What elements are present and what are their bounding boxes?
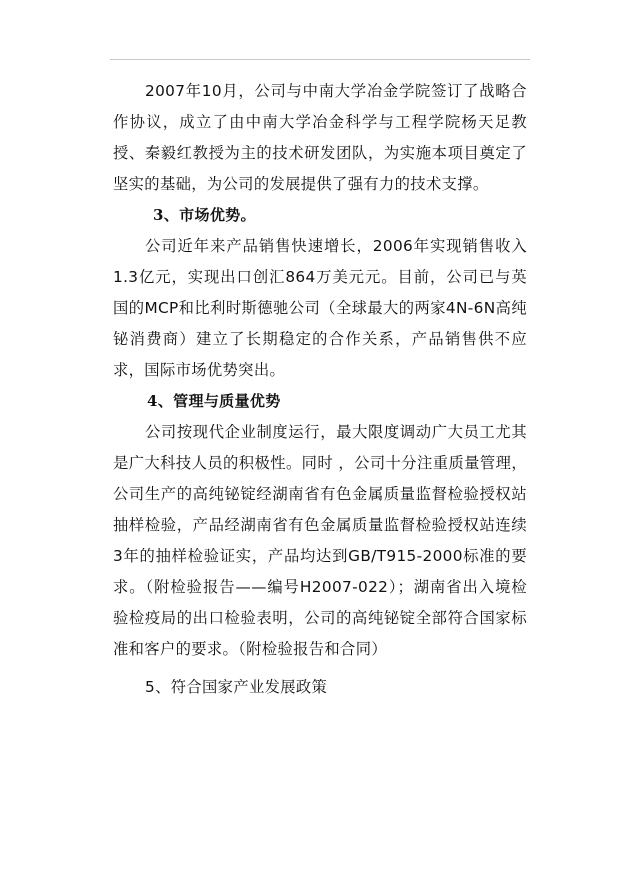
paragraph-market: 公司近年来产品销售快速增长，2006年实现销售收入1.3亿元，实现出口创汇864万美元元。目前，公司已与英国的MCP和比利时斯德驰公司（全球最大的两家4N-6N高纯铋消费商）建立了长期稳定的合作关系，产品销售供不应求，国际市场优势突出。 [113, 237, 527, 379]
paragraph-management: 公司按现代企业制度运行，最大限度调动广大员工尤其是广大科技人员的积极性。同时 ，公司十分注重质量管理，公司生产的高纯铋锭经湖南省有色金属质量监督检验授权站抽样检验，产品经湖南省有色金属质量监督检验授权站连续3年的抽样检验证实，产品均达到GB/T915-2000标准的要求。（附检验报告——编号H2007-022）；湖南省出入境检验检疫局的出口检验表明，公司的高纯铋锭全部符合国家标准和客户的要求。（附检验报告和合同） [113, 423, 527, 658]
heading-management-quality: 4、管理与质量优势 [147, 392, 281, 410]
paragraph-cooperation: 2007年10月，公司与中南大学冶金学院签订了战略合作协议，成立了由中南大学冶金科学与工程学院杨天足教授、秦毅红教授为主的技术研发团队，为实施本项目奠定了坚实的基础，为公司的发展提供了强有力的技术支撑。 [113, 82, 527, 193]
heading-market-advantage: 3、市场优势。 [153, 206, 256, 224]
header-rule [110, 59, 530, 60]
document-body [113, 76, 527, 703]
heading-industrial-policy: 5、符合国家产业发展政策 [145, 678, 328, 696]
